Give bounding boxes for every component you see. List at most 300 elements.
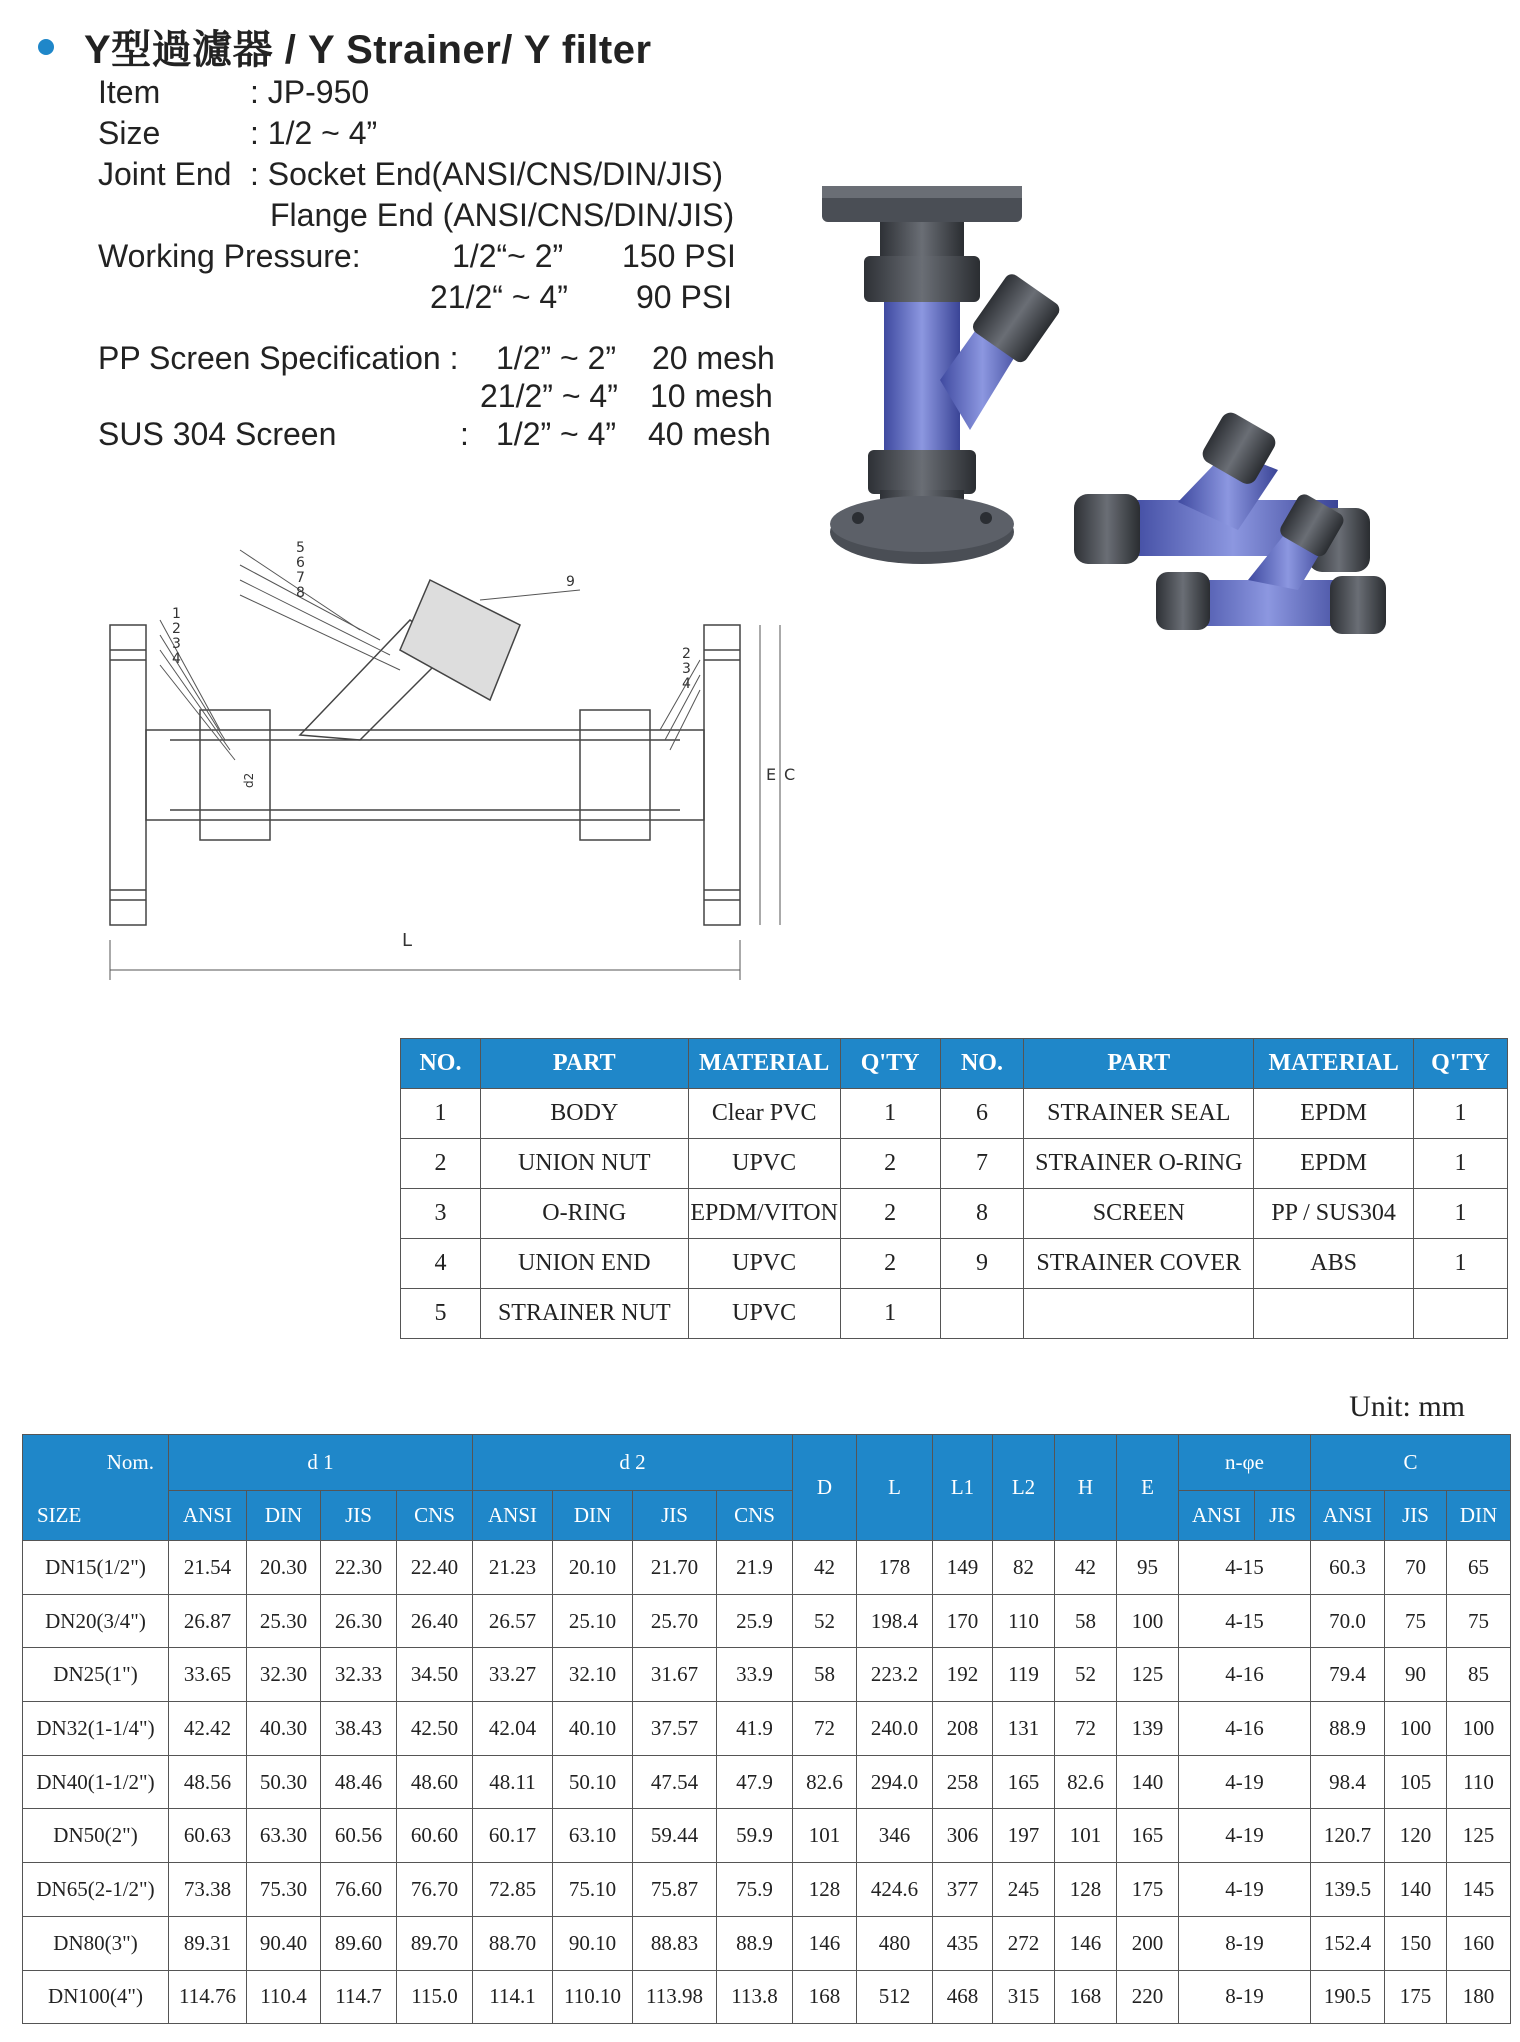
parts-table-cell: 1 [1414, 1239, 1508, 1289]
dimension-value-cell: 200 [1117, 1916, 1179, 1970]
dimension-value-cell: 110 [993, 1594, 1055, 1648]
product-photo-socket [1068, 430, 1398, 640]
spec-joint-value-1: : Socket End(ANSI/CNS/DIN/JIS) [250, 156, 724, 192]
dimension-value-cell: 4-19 [1179, 1809, 1311, 1863]
dimension-value-cell: 315 [993, 1970, 1055, 2024]
callout-3: 3 [172, 636, 181, 652]
dimension-value-cell: 50.10 [553, 1755, 633, 1809]
parts-table-cell [1254, 1289, 1414, 1339]
dimension-size-cell: DN100(4") [23, 1970, 169, 2024]
dimension-value-cell: 82 [993, 1541, 1055, 1595]
dimension-value-cell: 110.10 [553, 1970, 633, 2024]
dimension-value-cell: 21.23 [473, 1541, 553, 1595]
dimension-size-cell: DN40(1-1/2") [23, 1755, 169, 1809]
dims-header-nom: Nom. [23, 1435, 169, 1491]
dimension-value-cell: 152.4 [1311, 1916, 1385, 1970]
dims-header-H: H [1055, 1435, 1117, 1541]
dimension-value-cell: 139 [1117, 1702, 1179, 1756]
dimension-value-cell: 100 [1385, 1702, 1447, 1756]
parts-table-row [401, 1239, 1508, 1289]
callout-2: 2 [172, 621, 181, 637]
parts-table-cell [940, 1289, 1024, 1339]
dims-sub-c-jis: JIS [1385, 1491, 1447, 1541]
parts-header-no-2: NO. [940, 1039, 1024, 1089]
dims-sub-c-din: DIN [1447, 1491, 1511, 1541]
dims-sub-npe-jis: JIS [1255, 1491, 1311, 1541]
dimension-value-cell: 58 [793, 1648, 857, 1702]
dimension-value-cell: 180 [1447, 1970, 1511, 2024]
dimension-value-cell: 26.40 [397, 1594, 473, 1648]
parts-table-cell: EPDM/VITON [688, 1189, 840, 1239]
dimension-value-cell: 41.9 [717, 1702, 793, 1756]
dimension-value-cell: 4-16 [1179, 1702, 1311, 1756]
dimension-value-cell: 512 [857, 1970, 933, 2024]
dimension-value-cell: 468 [933, 1970, 993, 2024]
dims-sub-c-ansi: ANSI [1311, 1491, 1385, 1541]
parts-table-cell: PP / SUS304 [1254, 1189, 1414, 1239]
parts-table-cell [1024, 1289, 1254, 1339]
dimension-value-cell: 25.10 [553, 1594, 633, 1648]
dimension-value-cell: 170 [933, 1594, 993, 1648]
parts-table-cell: 2 [401, 1139, 481, 1189]
dimension-value-cell: 70 [1385, 1541, 1447, 1595]
dimension-size-cell: DN32(1-1/4") [23, 1702, 169, 1756]
dimension-value-cell: 42.42 [169, 1702, 247, 1756]
dimension-value-cell: 245 [993, 1863, 1055, 1917]
dimension-value-cell: 120 [1385, 1809, 1447, 1863]
spec-joint-value-2: Flange End (ANSI/CNS/DIN/JIS) [270, 197, 735, 233]
dimension-table-row [23, 1863, 1511, 1917]
dims-sub-npe-ansi: ANSI [1179, 1491, 1255, 1541]
dimension-value-cell: 48.46 [321, 1755, 397, 1809]
dimension-value-cell: 48.60 [397, 1755, 473, 1809]
dimension-value-cell: 8-19 [1179, 1970, 1311, 2024]
dimension-value-cell: 98.4 [1311, 1755, 1385, 1809]
spec-sus-label: SUS 304 Screen [98, 416, 337, 452]
dimension-value-cell: 377 [933, 1863, 993, 1917]
parts-table-cell: STRAINER O-RING [1024, 1139, 1254, 1189]
dimension-value-cell: 48.56 [169, 1755, 247, 1809]
dimension-value-cell: 150 [1385, 1916, 1447, 1970]
parts-table-cell: UPVC [688, 1139, 840, 1189]
dimension-value-cell: 59.44 [633, 1809, 717, 1863]
dimension-value-cell: 114.1 [473, 1970, 553, 2024]
dimension-value-cell: 50.30 [247, 1755, 321, 1809]
parts-table-cell: BODY [480, 1089, 688, 1139]
dimension-table-row [23, 1541, 1511, 1595]
dimension-value-cell: 72.85 [473, 1863, 553, 1917]
dimension-value-cell: 75.30 [247, 1863, 321, 1917]
dimension-size-cell: DN25(1") [23, 1648, 169, 1702]
dimension-value-cell: 20.10 [553, 1541, 633, 1595]
dimension-table-row [23, 1970, 1511, 2024]
callout-8: 8 [296, 585, 305, 601]
dims-header-L1: L1 [933, 1435, 993, 1541]
dims-header-d1: d 1 [169, 1435, 473, 1491]
dimension-value-cell: 4-15 [1179, 1541, 1311, 1595]
dimension-value-cell: 89.31 [169, 1916, 247, 1970]
parts-header-part: PART [480, 1039, 688, 1089]
spec-pressure-range-2: 21/2“ ~ 4” [430, 279, 568, 315]
dimension-value-cell: 85 [1447, 1648, 1511, 1702]
parts-table-row [401, 1089, 1508, 1139]
product-photo-flanged [810, 180, 1090, 570]
spec-pp-mesh-2: 10 mesh [650, 378, 773, 414]
dim-E: E [766, 765, 777, 784]
dimension-value-cell: 52 [1055, 1648, 1117, 1702]
dimension-value-cell: 34.50 [397, 1648, 473, 1702]
dims-sub-d1-jis: JIS [321, 1491, 397, 1541]
dimension-table-row [23, 1755, 1511, 1809]
dimension-table [22, 1434, 1511, 2024]
spec-size-value: : 1/2 ~ 4” [250, 115, 378, 151]
parts-table-cell: UNION END [480, 1239, 688, 1289]
dimension-value-cell: 26.87 [169, 1594, 247, 1648]
spec-size-label: Size [98, 115, 161, 151]
dimension-value-cell: 146 [1055, 1916, 1117, 1970]
dimension-size-cell: DN65(2-1/2") [23, 1863, 169, 1917]
parts-table-cell: 5 [401, 1289, 481, 1339]
callout-5: 5 [296, 540, 305, 556]
dimension-value-cell: 26.30 [321, 1594, 397, 1648]
callout-4: 4 [172, 651, 181, 667]
dimension-value-cell: 40.30 [247, 1702, 321, 1756]
dimension-value-cell: 165 [993, 1755, 1055, 1809]
dimension-value-cell: 47.54 [633, 1755, 717, 1809]
dimension-value-cell: 76.70 [397, 1863, 473, 1917]
dimension-value-cell: 101 [793, 1809, 857, 1863]
dimension-table-row [23, 1594, 1511, 1648]
dim-C: C [784, 765, 796, 784]
dimension-value-cell: 52 [793, 1594, 857, 1648]
parts-table-cell: 1 [1414, 1189, 1508, 1239]
parts-table-cell: 1 [1414, 1139, 1508, 1189]
parts-table-cell: O-RING [480, 1189, 688, 1239]
dimension-value-cell: 73.38 [169, 1863, 247, 1917]
spec-item-value: : JP-950 [250, 74, 370, 110]
dimension-value-cell: 21.9 [717, 1541, 793, 1595]
dimension-size-cell: DN50(2") [23, 1809, 169, 1863]
dimension-value-cell: 4-15 [1179, 1594, 1311, 1648]
dimension-value-cell: 480 [857, 1916, 933, 1970]
dims-header-C: C [1311, 1435, 1511, 1491]
dimension-value-cell: 272 [993, 1916, 1055, 1970]
dimension-value-cell: 88.9 [1311, 1702, 1385, 1756]
dimension-value-cell: 65 [1447, 1541, 1511, 1595]
parts-header-qty-2: Q'TY [1414, 1039, 1508, 1089]
spec-pp-range-2: 21/2” ~ 4” [480, 378, 618, 414]
parts-table-cell: 4 [401, 1239, 481, 1289]
dimension-value-cell: 76.60 [321, 1863, 397, 1917]
dimension-value-cell: 48.11 [473, 1755, 553, 1809]
dimension-table-row [23, 1648, 1511, 1702]
dimension-value-cell: 75.87 [633, 1863, 717, 1917]
dimension-value-cell: 82.6 [793, 1755, 857, 1809]
parts-header-no: NO. [401, 1039, 481, 1089]
spec-pressure-value-2: 90 PSI [636, 279, 733, 315]
callout-3-right: 3 [682, 661, 691, 677]
dimension-value-cell: 105 [1385, 1755, 1447, 1809]
dimension-value-cell: 33.27 [473, 1648, 553, 1702]
callout-4-right: 4 [682, 676, 691, 692]
spec-pp-label: PP Screen Specification : [98, 340, 459, 376]
parts-table-cell: 2 [840, 1139, 940, 1189]
dimension-value-cell: 32.10 [553, 1648, 633, 1702]
dimension-value-cell: 63.10 [553, 1809, 633, 1863]
dimension-value-cell: 208 [933, 1702, 993, 1756]
bullet-icon [38, 39, 54, 55]
parts-header-part-2: PART [1024, 1039, 1254, 1089]
dims-header-L: L [857, 1435, 933, 1541]
dimension-value-cell: 192 [933, 1648, 993, 1702]
dimension-value-cell: 114.76 [169, 1970, 247, 2024]
spec-pressure-value-1: 150 PSI [622, 238, 736, 274]
parts-table-cell: 2 [840, 1189, 940, 1239]
dimension-value-cell: 22.40 [397, 1541, 473, 1595]
dimension-value-cell: 38.43 [321, 1702, 397, 1756]
dims-sub-d1-ansi: ANSI [169, 1491, 247, 1541]
dimension-value-cell: 125 [1447, 1809, 1511, 1863]
dimension-value-cell: 100 [1117, 1594, 1179, 1648]
parts-table-cell: ABS [1254, 1239, 1414, 1289]
parts-table [400, 1038, 1508, 1339]
dimension-value-cell: 25.30 [247, 1594, 321, 1648]
parts-table-cell: STRAINER NUT [480, 1289, 688, 1339]
parts-table-cell: UNION NUT [480, 1139, 688, 1189]
parts-header-qty: Q'TY [840, 1039, 940, 1089]
page-title: Y型過濾器 / Y Strainer/ Y filter [84, 28, 652, 72]
dimension-value-cell: 190.5 [1311, 1970, 1385, 2024]
parts-header-material: MATERIAL [688, 1039, 840, 1089]
dimension-value-cell: 42.04 [473, 1702, 553, 1756]
dimension-value-cell: 60.17 [473, 1809, 553, 1863]
dimension-value-cell: 72 [1055, 1702, 1117, 1756]
parts-table-cell: SCREEN [1024, 1189, 1254, 1239]
dimension-value-cell: 346 [857, 1809, 933, 1863]
dimension-value-cell: 79.4 [1311, 1648, 1385, 1702]
callout-9: 9 [566, 574, 575, 590]
dimension-table-row [23, 1702, 1511, 1756]
callout-1: 1 [172, 606, 181, 622]
dimension-value-cell: 82.6 [1055, 1755, 1117, 1809]
dimension-value-cell: 88.70 [473, 1916, 553, 1970]
dimension-value-cell: 75 [1447, 1594, 1511, 1648]
dimension-value-cell: 72 [793, 1702, 857, 1756]
spec-sus-range: 1/2” ~ 4” [496, 416, 617, 452]
dims-header-L2: L2 [993, 1435, 1055, 1541]
dimension-size-cell: DN80(3") [23, 1916, 169, 1970]
dimension-value-cell: 25.70 [633, 1594, 717, 1648]
parts-table-cell: 3 [401, 1189, 481, 1239]
technical-drawing [100, 540, 800, 980]
dimension-value-cell: 435 [933, 1916, 993, 1970]
spec-sus-mesh: 40 mesh [648, 416, 771, 452]
callout-2-right: 2 [682, 646, 691, 662]
parts-table-cell: 2 [840, 1239, 940, 1289]
spec-joint-label: Joint End [98, 156, 232, 192]
dimension-size-cell: DN20(3/4") [23, 1594, 169, 1648]
dims-sub-d1-cns: CNS [397, 1491, 473, 1541]
dimension-value-cell: 140 [1117, 1755, 1179, 1809]
dimension-value-cell: 223.2 [857, 1648, 933, 1702]
dims-header-D: D [793, 1435, 857, 1541]
dimension-value-cell: 37.57 [633, 1702, 717, 1756]
dims-sub-d2-cns: CNS [717, 1491, 793, 1541]
dimension-value-cell: 26.57 [473, 1594, 553, 1648]
dimension-value-cell: 31.67 [633, 1648, 717, 1702]
dims-sub-d2-ansi: ANSI [473, 1491, 553, 1541]
dimension-value-cell: 145 [1447, 1863, 1511, 1917]
parts-table-cell: STRAINER COVER [1024, 1239, 1254, 1289]
dimension-value-cell: 42.50 [397, 1702, 473, 1756]
dimension-value-cell: 60.63 [169, 1809, 247, 1863]
title-row [30, 18, 652, 75]
spec-pressure-label: Working Pressure: [98, 238, 361, 274]
dims-header-npe: n-φe [1179, 1435, 1311, 1491]
parts-table-cell: 1 [840, 1089, 940, 1139]
dimension-value-cell: 60.60 [397, 1809, 473, 1863]
dimension-value-cell: 70.0 [1311, 1594, 1385, 1648]
dimension-value-cell: 146 [793, 1916, 857, 1970]
parts-table-cell: 7 [940, 1139, 1024, 1189]
dimension-value-cell: 306 [933, 1809, 993, 1863]
dimension-value-cell: 21.70 [633, 1541, 717, 1595]
dimension-value-cell: 4-19 [1179, 1755, 1311, 1809]
dimension-value-cell: 33.65 [169, 1648, 247, 1702]
dimension-value-cell: 4-16 [1179, 1648, 1311, 1702]
parts-table-cell: EPDM [1254, 1139, 1414, 1189]
dimension-value-cell: 294.0 [857, 1755, 933, 1809]
dimension-value-cell: 128 [793, 1863, 857, 1917]
dimension-value-cell: 114.7 [321, 1970, 397, 2024]
dimension-value-cell: 89.70 [397, 1916, 473, 1970]
spec-sus-colon: : [460, 416, 469, 452]
dims-header-E: E [1117, 1435, 1179, 1541]
parts-table-header [401, 1039, 1508, 1089]
dimension-value-cell: 90.40 [247, 1916, 321, 1970]
dimension-value-cell: 60.56 [321, 1809, 397, 1863]
dimension-value-cell: 160 [1447, 1916, 1511, 1970]
callout-7: 7 [296, 570, 305, 586]
dimension-value-cell: 131 [993, 1702, 1055, 1756]
dimension-value-cell: 42 [793, 1541, 857, 1595]
parts-table-cell: 8 [940, 1189, 1024, 1239]
dimension-value-cell: 60.3 [1311, 1541, 1385, 1595]
callout-6: 6 [296, 555, 305, 571]
dimension-value-cell: 110 [1447, 1755, 1511, 1809]
parts-table-cell: 1 [1414, 1089, 1508, 1139]
dimension-value-cell: 88.83 [633, 1916, 717, 1970]
dimension-value-cell: 47.9 [717, 1755, 793, 1809]
parts-header-material-2: MATERIAL [1254, 1039, 1414, 1089]
dimension-value-cell: 119 [993, 1648, 1055, 1702]
dimension-value-cell: 140 [1385, 1863, 1447, 1917]
dims-header-size: SIZE [23, 1491, 169, 1541]
spec-item-label: Item [98, 74, 161, 110]
dimension-value-cell: 110.4 [247, 1970, 321, 2024]
parts-table-cell: EPDM [1254, 1089, 1414, 1139]
spec-pressure-range-1: 1/2“~ 2” [452, 238, 564, 274]
dimension-value-cell: 89.60 [321, 1916, 397, 1970]
dimension-value-cell: 258 [933, 1755, 993, 1809]
dimension-value-cell: 149 [933, 1541, 993, 1595]
dim-L: L [402, 930, 413, 951]
dims-header-d2: d 2 [473, 1435, 793, 1491]
unit-label: Unit: mm [1349, 1390, 1465, 1423]
dimension-value-cell: 100 [1447, 1702, 1511, 1756]
dimension-value-cell: 101 [1055, 1809, 1117, 1863]
dimension-value-cell: 125 [1117, 1648, 1179, 1702]
dimension-value-cell: 40.10 [553, 1702, 633, 1756]
dimension-value-cell: 139.5 [1311, 1863, 1385, 1917]
dimension-value-cell: 90 [1385, 1648, 1447, 1702]
dimension-value-cell: 113.98 [633, 1970, 717, 2024]
dimension-value-cell: 32.33 [321, 1648, 397, 1702]
dimension-value-cell: 175 [1117, 1863, 1179, 1917]
dimension-value-cell: 8-19 [1179, 1916, 1311, 1970]
dimension-value-cell: 424.6 [857, 1863, 933, 1917]
dimension-value-cell: 198.4 [857, 1594, 933, 1648]
dimension-value-cell: 128 [1055, 1863, 1117, 1917]
dimension-value-cell: 113.8 [717, 1970, 793, 2024]
parts-table-row [401, 1139, 1508, 1189]
dimension-value-cell: 220 [1117, 1970, 1179, 2024]
dims-sub-d1-din: DIN [247, 1491, 321, 1541]
dim-d2: d2 [242, 772, 256, 788]
dimension-value-cell: 21.54 [169, 1541, 247, 1595]
dimension-value-cell: 115.0 [397, 1970, 473, 2024]
parts-table-cell: UPVC [688, 1289, 840, 1339]
dimension-value-cell: 22.30 [321, 1541, 397, 1595]
dimension-value-cell: 168 [793, 1970, 857, 2024]
dimension-value-cell: 59.9 [717, 1809, 793, 1863]
dimension-value-cell: 88.9 [717, 1916, 793, 1970]
parts-table-cell: STRAINER SEAL [1024, 1089, 1254, 1139]
parts-table-cell: 9 [940, 1239, 1024, 1289]
dimension-value-cell: 42 [1055, 1541, 1117, 1595]
dimension-value-cell: 175 [1385, 1970, 1447, 2024]
dimension-value-cell: 75 [1385, 1594, 1447, 1648]
dimension-value-cell: 178 [857, 1541, 933, 1595]
dimension-table-row [23, 1809, 1511, 1863]
dimension-value-cell: 58 [1055, 1594, 1117, 1648]
dimension-table-row [23, 1916, 1511, 1970]
parts-table-row [401, 1289, 1508, 1339]
dimension-value-cell: 120.7 [1311, 1809, 1385, 1863]
parts-table-row [401, 1189, 1508, 1239]
parts-table-cell: UPVC [688, 1239, 840, 1289]
dimension-value-cell: 75.9 [717, 1863, 793, 1917]
dimension-size-cell: DN15(1/2") [23, 1541, 169, 1595]
parts-table-cell [1414, 1289, 1508, 1339]
dimension-value-cell: 240.0 [857, 1702, 933, 1756]
spec-pp-range-1: 1/2” ~ 2” [496, 340, 617, 376]
parts-table-cell: 1 [840, 1289, 940, 1339]
dimension-value-cell: 165 [1117, 1809, 1179, 1863]
dimension-value-cell: 20.30 [247, 1541, 321, 1595]
dimension-value-cell: 33.9 [717, 1648, 793, 1702]
dims-sub-d2-jis: JIS [633, 1491, 717, 1541]
parts-table-cell: 6 [940, 1089, 1024, 1139]
dimension-value-cell: 4-19 [1179, 1863, 1311, 1917]
parts-table-cell: 1 [401, 1089, 481, 1139]
dimension-value-cell: 32.30 [247, 1648, 321, 1702]
dimension-value-cell: 95 [1117, 1541, 1179, 1595]
dimension-value-cell: 168 [1055, 1970, 1117, 2024]
dimension-value-cell: 75.10 [553, 1863, 633, 1917]
dimension-value-cell: 63.30 [247, 1809, 321, 1863]
dims-sub-d2-din: DIN [553, 1491, 633, 1541]
